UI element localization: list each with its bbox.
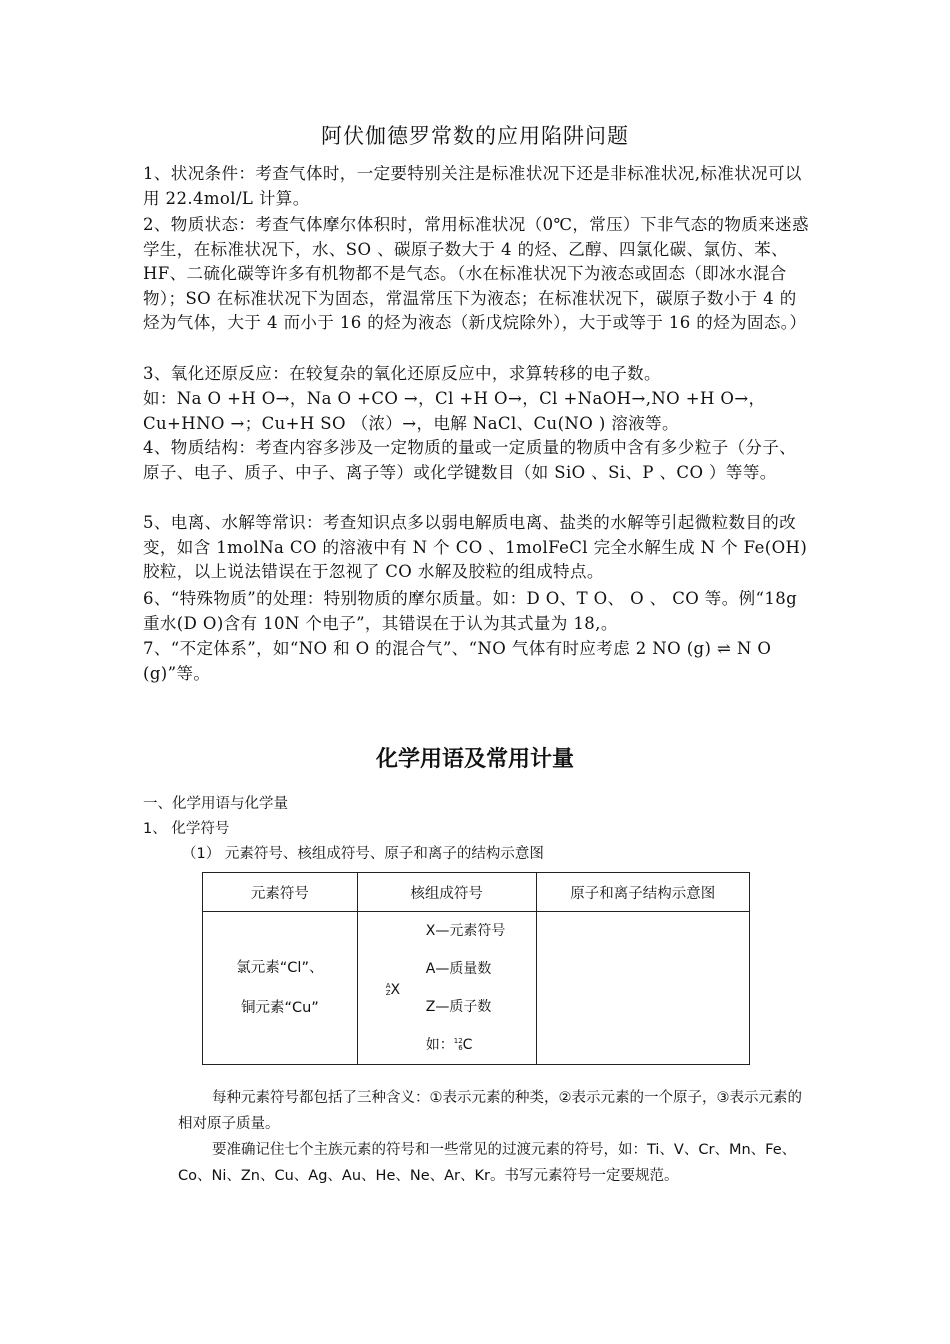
element-example-cl: 氯元素“Cl”、: [236, 960, 324, 976]
example-mass: 12: [453, 1037, 463, 1045]
legend-symbol: X—元素符号: [425, 923, 506, 939]
structure-diagram-cell: [536, 912, 749, 1065]
symbol-memorize-paragraph: 要准确记住七个主族元素的符号和一些常见的过渡元素的符号，如：Ti、V、Cr、Mn、Fe、Co、Ni、Zn、Cu、Ag、Au、He、Ne、Ar、Kr。书写元素符号一定要规范。: [178, 1142, 797, 1184]
item-3-examples: 如：Na O +H O→，Na O +CO →，Cl +H O→，Cl +NaOH→,NO +H O→，Cu+HNO →；Cu+H SO （浓）→，电解 NaCl、Cu(NO ) 溶液等。: [143, 389, 766, 433]
nuclide-cell: [357, 912, 536, 1065]
example-atomic: 6: [458, 1044, 463, 1052]
legend-atomic: Z—质子数: [425, 999, 492, 1015]
header-structure-diagram: 原子和离子结构示意图: [536, 873, 749, 912]
item-6: 6、“特殊物质”的处理：特别物质的摩尔质量。如：D O、T O、 O 、 CO 等。例“18g 重水(D O)含有 10N 个电子”，其错误在于认为其式量为 18,。: [143, 589, 798, 633]
section1-title: 阿伏伽德罗常数的应用陷阱问题: [321, 124, 629, 148]
example-nuclide: [426, 1034, 473, 1054]
example-prefix: 如：: [425, 1037, 454, 1053]
element-examples-cell: [203, 912, 358, 1065]
example-symbol: C: [462, 1037, 473, 1053]
item-1: 1、状况条件：考查气体时，一定要特别关注是标准状况下还是非标准状况,标准状况可以用 22.4mol/L 计算。: [143, 164, 802, 208]
element-symbol-table: [202, 872, 750, 1065]
item-7: 7、“不定体系”，如“NO 和 O 的混合气”、“NO 气体有时应考虑 2 NO (g) ⇌ N O (g)”等。: [143, 639, 772, 683]
nuclide-symbol: X: [390, 982, 401, 998]
element-example-cu: 铜元素“Cu”: [240, 1000, 319, 1016]
header-nuclide-symbol: 核组成符号: [357, 873, 536, 912]
heading-2: 1、 化学符号: [143, 821, 230, 837]
table-header-row: [203, 873, 750, 912]
item-4: 4、物质结构：考查内容多涉及一定物质的量或一定质量的物质中含有多少粒子（分子、原子、电子、质子、中子、离子等）或化学键数目（如 SiO 、Si、P 、CO ）等等。: [143, 438, 797, 482]
item-2: 2、物质状态：考查气体摩尔体积时，常用标准状况（0℃，常压）下非气态的物质来迷惑学生，在标准状况下，水、SO 、碳原子数大于 4 的烃、乙醇、四氯化碳、氯仿、苯、HF、二硫化碳等许多有机物都不是气态。（水在标准状况下为液态或固态（即冰水混合物）；SO 在标准状况下为固态，常温常压下为液态；在标准状况下，碳原子数小于 4 的烃为气体，大于 4 而小于 16 的烃为液态（新戊烷除外），大于或等于 16 的烃为固态。）: [143, 215, 809, 333]
nuclide-mass: A: [385, 982, 391, 990]
item-5: 5、电离、水解等常识：考查知识点多以弱电解质电离、盐类的水解等引起微粒数目的改变，如含 1molNa CO 的溶液中有 N 个 CO 、1molFeCl 完全水解生成 N 个 Fe(OH) 胶粒，以上说法错误在于忽视了 CO 水解及胶粒的组成特点。: [143, 513, 808, 582]
heading-1: 一、化学用语与化学量: [143, 796, 288, 812]
table-row: [203, 912, 750, 1065]
header-element-symbol: 元素符号: [203, 873, 358, 912]
section2-title: 化学用语及常用计量: [375, 747, 574, 772]
heading-3: （1） 元素符号、核组成符号、原子和离子的结构示意图: [182, 846, 544, 862]
legend-mass: A—质量数: [425, 961, 492, 977]
symbol-meaning-paragraph: 每种元素符号都包括了三种含义：①表示元素的种类，②表示元素的一个原子，③表示元素的相对原子质量。: [178, 1090, 802, 1132]
nuclide-atomic: Z: [385, 989, 391, 997]
nuclide-notation: [386, 982, 400, 998]
item-3: 3、氧化还原反应：在较复杂的氧化还原反应中，求算转移的电子数。: [143, 364, 661, 383]
